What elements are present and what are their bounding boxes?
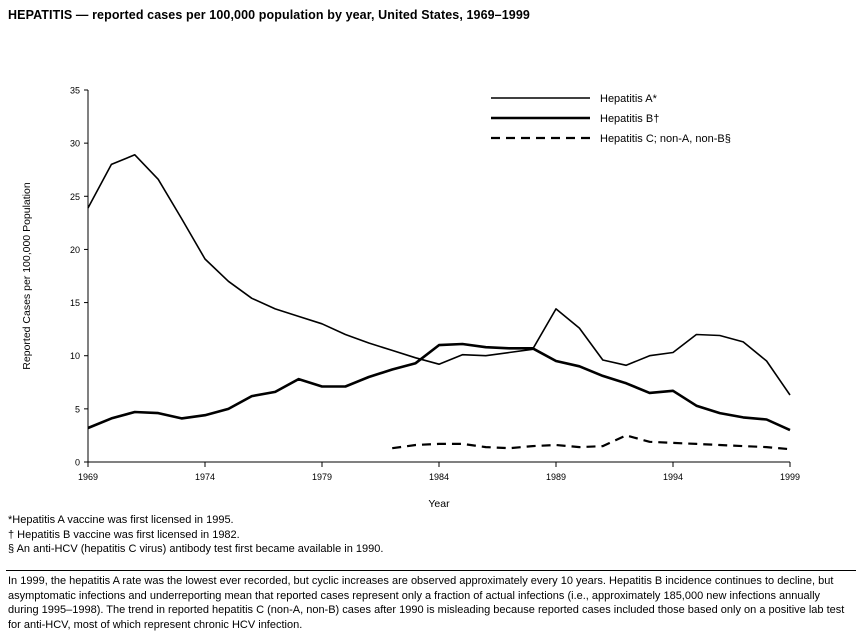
y-tick-label: 0 bbox=[74, 457, 80, 468]
y-tick-label: 30 bbox=[69, 138, 80, 149]
series-line-2 bbox=[88, 344, 790, 430]
footnotes bbox=[8, 513, 383, 557]
series-line-3 bbox=[392, 435, 790, 449]
series-lines bbox=[88, 155, 790, 449]
y-axis-label: Reported Cases per 100,000 Population bbox=[21, 182, 33, 370]
legend-label-hepatitis-b: Hepatitis B† bbox=[600, 113, 660, 125]
y-tick-label: 35 bbox=[69, 85, 80, 96]
x-tick-label: 1969 bbox=[77, 472, 99, 482]
x-tick-label: 1979 bbox=[311, 472, 333, 482]
y-tick-label: 10 bbox=[69, 351, 80, 362]
footnote-1: *Hepatitis A vaccine was first licensed in 1995. bbox=[8, 514, 234, 526]
x-tick-label: 1984 bbox=[428, 472, 450, 482]
hepatitis-line-chart bbox=[0, 70, 863, 510]
y-tick-label: 15 bbox=[69, 298, 80, 309]
divider bbox=[6, 570, 856, 571]
summary-text: In 1999, the hepatitis A rate was the lowest ever recorded, but cyclic increases are observed approximately every 10 years. Hepatitis B incidence continues to decline, but asymptomatic infections and underreporting mean that reported cases represent only a fraction of actual infections (i.e., approximately 185,000 new infections annually during 1995–1998). The trend in reported hepatitis C (non-A, non-B) cases after 1990 is misleading because reported cases included those based only on a positive lab test for anti-HCV, most of which represent chronic HCV infection. bbox=[8, 575, 845, 631]
x-axis-label: Year bbox=[428, 498, 450, 510]
y-tick-label: 25 bbox=[69, 191, 80, 202]
chart-legend bbox=[491, 93, 731, 145]
legend-label-hepatitis-c: Hepatitis C; non-A, non-B§ bbox=[600, 133, 731, 145]
legend-label-hepatitis-a: Hepatitis A* bbox=[600, 93, 657, 105]
chart-svg bbox=[0, 70, 863, 510]
x-axis-ticks bbox=[78, 462, 800, 482]
footnote-2: † Hepatitis B vaccine was first licensed in 1982. bbox=[8, 528, 240, 541]
series-line-1 bbox=[88, 155, 790, 395]
x-tick-label: 1974 bbox=[194, 472, 216, 482]
x-tick-label: 1989 bbox=[545, 472, 567, 482]
y-tick-label: 5 bbox=[74, 404, 80, 415]
x-tick-label: 1999 bbox=[779, 472, 801, 482]
y-axis-ticks bbox=[70, 86, 88, 468]
y-tick-label: 20 bbox=[69, 244, 80, 255]
x-tick-label: 1994 bbox=[662, 472, 684, 482]
page-title: HEPATITIS — reported cases per 100,000 population by year, United States, 1969–1999 bbox=[8, 8, 530, 22]
footnote-3: § An anti-HCV (hepatitis C virus) antibody test first became available in 1990. bbox=[8, 543, 384, 555]
